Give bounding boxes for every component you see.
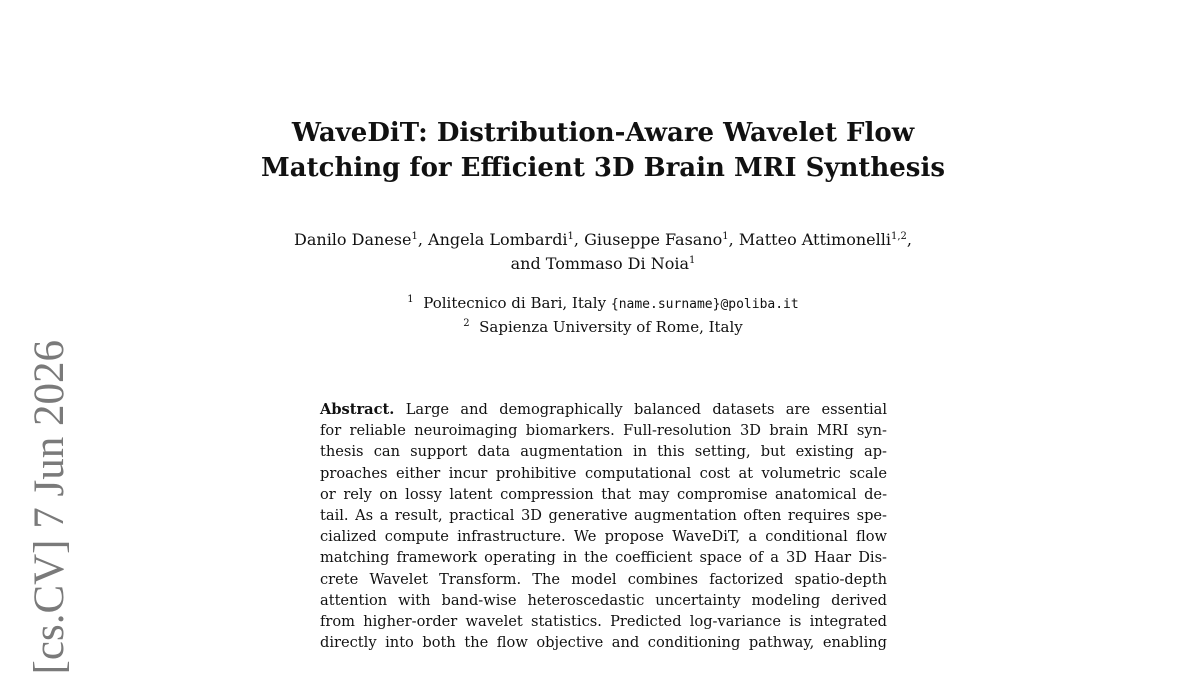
author-name: Giuseppe Fasano [584,230,723,249]
affiliation [200,292,1006,316]
paper-title [200,116,1006,186]
affiliation-mark: 1 [567,231,574,242]
abstract-line: from higher-order wavelet statistics. Predicted log-variance is integrated [320,612,887,630]
abstract-text: Large and demographically balanced datasets are essential [405,401,887,418]
title-line: WaveDiT: Distribution-Aware Wavelet Flow [291,118,915,148]
author-name: Angela Lombardi [428,230,568,249]
abstract-line: tail. As a result, practical 3D generative augmentation often requires spe- [320,506,887,524]
affiliation-mark: 1 [407,294,414,305]
affiliation-mark: 2 [463,318,470,329]
author-list [200,228,1006,276]
abstract-line: attention with band-wise heteroscedastic uncertainty modeling derived [320,591,887,609]
title-line: Matching for Efficient 3D Brain MRI Synthesis [261,153,945,183]
abstract-heading: Abstract. [320,401,395,418]
affiliation-text: Sapienza University of Rome, Italy [479,318,743,336]
author-name: Matteo Attimonelli [738,230,891,249]
abstract-line: proaches either incur prohibitive computational cost at volumetric scale [320,464,887,482]
abstract-line: or rely on lossy latent compression that may compromise anatomical de- [320,485,887,503]
affiliation-mark: 1,2 [890,231,907,242]
author-line: Danilo Danese$^1$, Angela Lombardi$^1$, Giuseppe Fasano$^1$, Matteo Attimonelli$^{1,2}$, [294,230,912,249]
affiliation [200,316,1006,338]
abstract [320,399,887,653]
affiliation-mark: 1 [411,231,418,242]
author-connector: and [510,254,541,273]
author-name: Tommaso Di Noia [545,254,689,273]
affiliation-list [200,292,1006,338]
abstract-line: matching framework operating in the coefficient space of a 3D Haar Dis- [320,549,887,567]
abstract-line [320,399,887,420]
email-address: {name.surname}@poliba.it [610,297,799,312]
arxiv-stamp: [cs.CV] 7 Jun 2026 [26,340,73,674]
abstract-line: thesis can support data augmentation in this setting, but existing ap- [320,443,887,461]
affiliation-mark: 1 [722,231,729,242]
abstract-line: directly into both the flow objective and conditioning pathway, enabling [320,634,887,652]
abstract-line: cialized compute infrastructure. We propose WaveDiT, a conditional flow [320,528,887,546]
abstract-line: for reliable neuroimaging biomarkers. Full-resolution 3D brain MRI syn- [320,422,887,440]
affiliation-mark: 1 [689,255,696,266]
abstract-line: crete Wavelet Transform. The model combines factorized spatio-depth [320,570,887,588]
affiliation-text: Politecnico di Bari, Italy [423,294,607,312]
author-line [200,252,1006,276]
author-name: Danilo Danese [294,230,412,249]
